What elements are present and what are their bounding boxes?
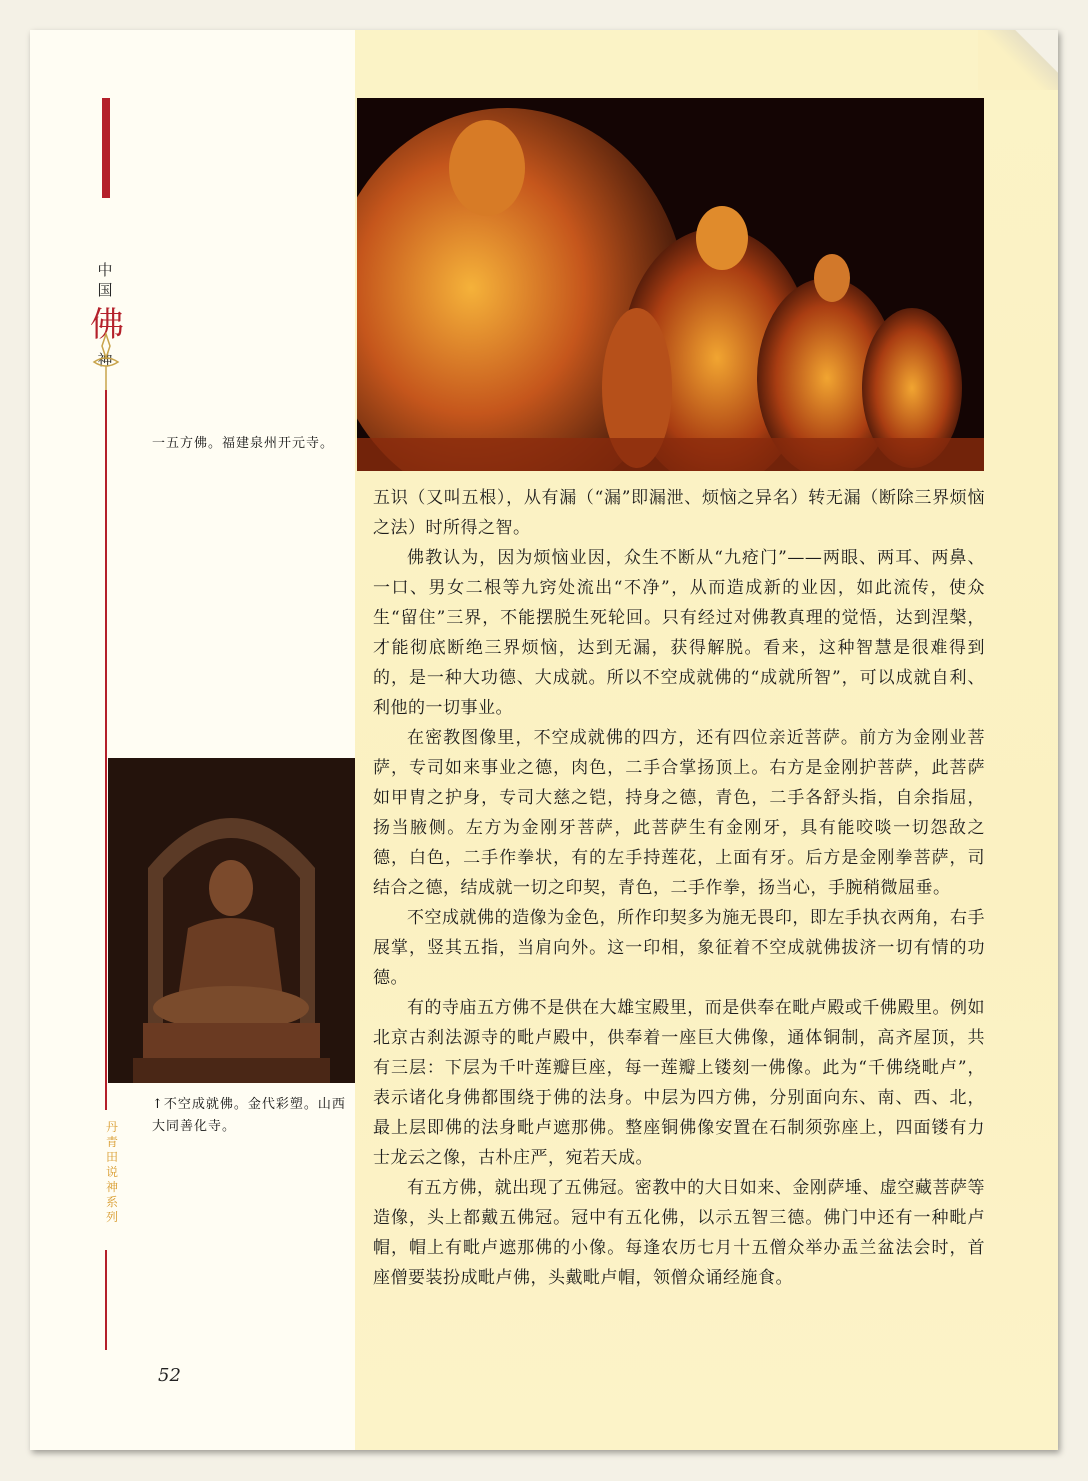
series-char-1: 中 (97, 261, 113, 279)
margin-rule-bottom (105, 1250, 107, 1350)
series-char-4: 神 (97, 351, 113, 369)
body-text (373, 483, 985, 1293)
series-char-3: 佛 (90, 305, 124, 345)
book-page (30, 30, 1058, 1450)
margin-rule-top (105, 390, 107, 1110)
left-margin-column (30, 30, 355, 1450)
paragraph: 有五方佛，就出现了五佛冠。密教中的大日如来、金刚萨埵、虚空藏菩萨等造像，头上都戴五佛冠。冠中有五化佛，以示五智三德。佛门中还有一种毗卢帽，帽上有毗卢遮那佛的小像。每逢农历七月十五僧众举办盂兰盆法会时，首座僧要装扮成毗卢佛，头戴毗卢帽，领僧众诵经施食。 (373, 1178, 985, 1288)
paragraph: 不空成就佛的造像为金色，所作印契多为施无畏印，即左手执衣两角，右手展掌，竖其五指，当肩向外。这一印相，象征着不空成就佛拔济一切有情的功德。 (373, 908, 985, 988)
five-buddhas-photo (357, 98, 984, 471)
series-name-vertical: 丹青田说神系列 (105, 1120, 118, 1224)
page-number: 52 (158, 1365, 181, 1386)
photo-caption-bottom: ↑不空成就佛。金代彩塑。山西大同善化寺。 (152, 1097, 346, 1134)
paragraph: 在密教图像里，不空成就佛的四方，还有四位亲近菩萨。前方为金刚业菩萨，专司如来事业之德，肉色，二手合掌扬顶上。右方是金刚护菩萨，此菩萨如甲胄之护身，专司大慈之铠，持身之德，青色，二手各舒头指，自余指屈，扬当腋侧。左方为金刚牙菩萨，此菩萨生有金刚牙，具有能咬啖一切怨敌之德，白色，二手作拳状，有的左手持莲花，上面有牙。后方是金刚拳菩萨，司结合之德，结成就一切之印契，青色，二手作拳，扬当心，手腕稍微屈垂。 (373, 728, 985, 898)
lotus-ornament-icon (90, 332, 122, 392)
paragraph: 五识（又叫五根），从有漏（“漏”即漏泄、烦恼之异名）转无漏（断除三界烦恼之法）时所得之智。 (373, 488, 985, 538)
series-char-2: 国 (97, 281, 113, 299)
amoghasiddhi-photo (108, 758, 355, 1083)
paragraph: 有的寺庙五方佛不是供在大雄宝殿里，而是供奉在毗卢殿或千佛殿里。例如北京古刹法源寺的毗卢殿中，供奉着一座巨大佛像，通体铜制，高齐屋顶，共有三层：下层为千叶莲瓣巨座，每一莲瓣上镂刻一佛像。此为“千佛绕毗卢”，表示诸化身佛都围绕于佛的法身。中层为四方佛，分别面向东、南、西、北，最上层即佛的法身毗卢遮那佛。整座铜佛像安置在石制须弥座上，四面镂有力士龙云之像，古朴庄严，宛若天成。 (373, 998, 985, 1168)
page-curl-corner (978, 30, 1058, 90)
photo-caption-top: 一五方佛。福建泉州开元寺。 (152, 436, 335, 451)
red-accent-bar (102, 98, 110, 198)
paragraph: 佛教认为，因为烦恼业因，众生不断从“九疮门”——两眼、两耳、两鼻、一口、男女二根等九窍处流出“不净”，从而造成新的业因，如此流传，使众生“留住”三界，不能摆脱生死轮回。只有经过对佛教真理的觉悟，达到涅槃，才能彻底断绝三界烦恼，达到无漏，获得解脱。看来，这种智慧是很难得到的，是一种大功德、大成就。所以不空成就佛的“成就所智”，可以成就自利、利他的一切事业。 (373, 548, 985, 718)
